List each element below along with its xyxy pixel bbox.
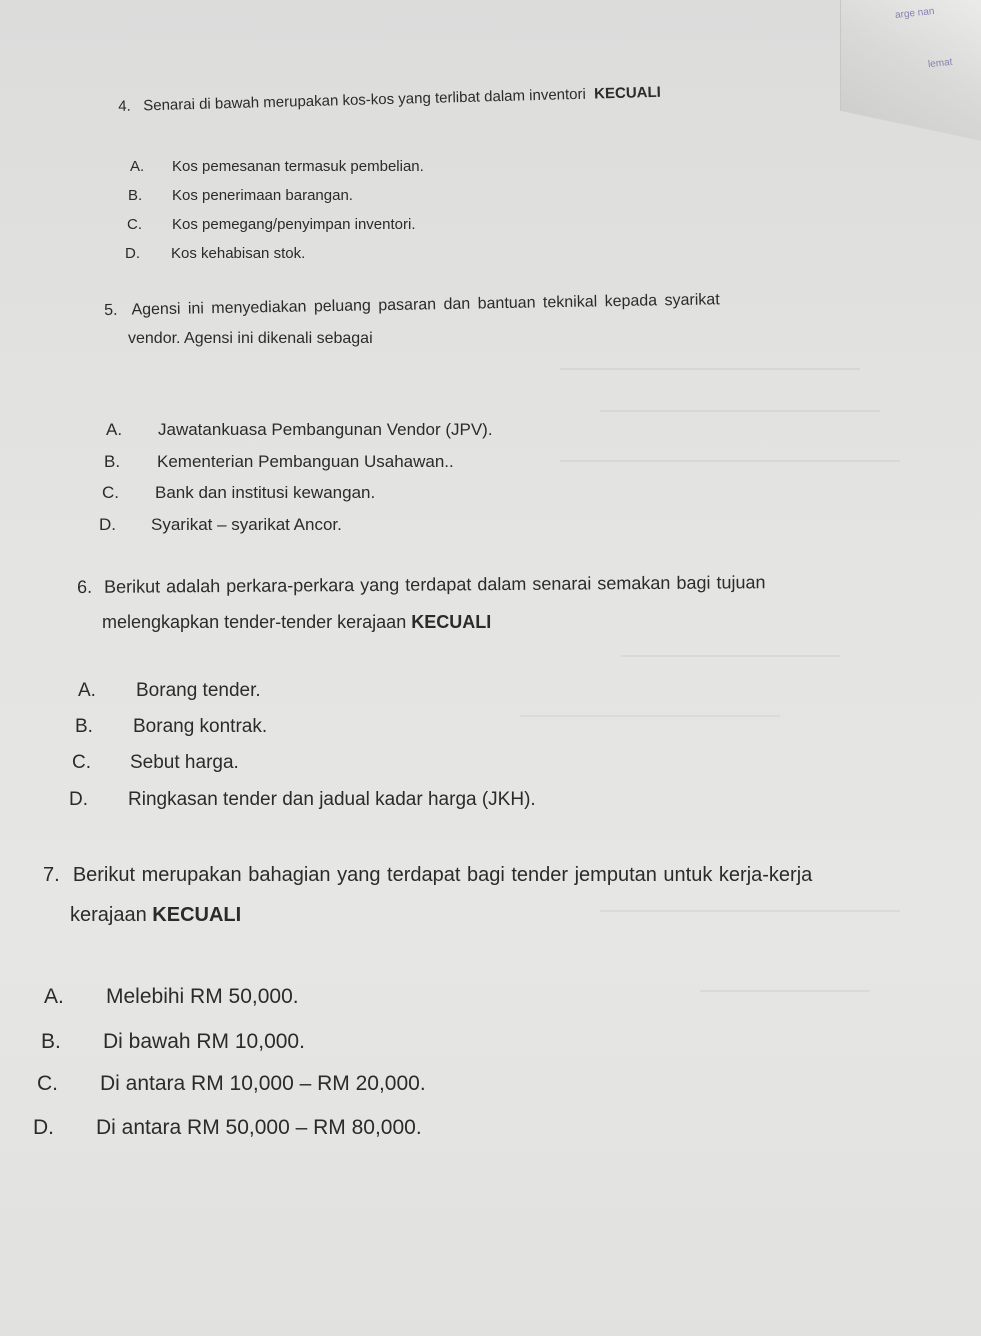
option-letter: D. <box>69 789 88 810</box>
show-through-line <box>520 715 780 717</box>
question-5-stem-line2 <box>128 330 373 348</box>
option-letter: A. <box>130 158 145 175</box>
option-text: Kos pemegang/penyimpan inventori. <box>172 216 416 233</box>
option-a <box>78 680 261 702</box>
question-emphasis: KECUALI <box>593 83 662 103</box>
option-b <box>75 716 267 738</box>
question-number: 6. <box>77 576 93 597</box>
question-7-stem-line2 <box>70 904 241 927</box>
option-letter: A. <box>106 420 123 439</box>
option-text: Di bawah RM 10,000. <box>103 1030 305 1053</box>
option-text: Borang tender. <box>136 680 261 701</box>
option-text: Ringkasan tender dan jadual kadar harga (JKH). <box>128 789 536 810</box>
option-text: Jawatankuasa Pembangunan Vendor (JPV). <box>158 420 493 439</box>
question-text: vendor. Agensi ini dikenali sebagai <box>128 330 373 347</box>
question-text: Agensi ini menyediakan peluang pasaran dan bantuan teknikal kepada syarikat <box>131 291 720 319</box>
option-a <box>130 158 424 175</box>
show-through-line <box>600 410 880 412</box>
option-letter: B. <box>41 1030 61 1053</box>
option-letter: B. <box>104 452 121 471</box>
option-b <box>128 187 353 204</box>
page-fold-corner <box>840 0 981 149</box>
option-letter: C. <box>102 483 119 502</box>
option-letter: C. <box>72 752 91 773</box>
question-4-stem <box>118 84 661 115</box>
margin-note-second: lemat <box>927 56 953 71</box>
show-through-line <box>560 460 900 462</box>
question-emphasis: KECUALI <box>411 612 492 632</box>
option-letter: D. <box>33 1116 54 1139</box>
question-5-stem-line1 <box>104 291 720 320</box>
option-a <box>44 985 299 1009</box>
show-through-line <box>560 368 860 370</box>
show-through-line <box>600 910 900 912</box>
option-text: Di antara RM 50,000 – RM 80,000. <box>96 1116 422 1139</box>
question-text: Berikut merupakan bahagian yang terdapat bagi tender jemputan untuk kerja-kerja <box>72 864 813 886</box>
option-text: Bank dan institusi kewangan. <box>155 483 376 502</box>
option-letter: C. <box>127 216 142 233</box>
question-text: Senarai di bawah merupakan kos-kos yang terlibat dalam inventori <box>143 85 587 115</box>
question-text: melengkapkan tender-tender kerajaan <box>102 612 407 632</box>
margin-note-top: arge nan <box>894 5 935 22</box>
option-c <box>102 483 375 503</box>
option-c <box>37 1072 426 1096</box>
option-letter: B. <box>75 716 93 737</box>
question-text: kerajaan <box>70 904 147 926</box>
question-number: 5. <box>104 301 118 319</box>
question-number: 7. <box>43 864 60 886</box>
question-text: Berikut adalah perkara-perkara yang terdapat dalam senarai semakan bagi tujuan <box>104 572 766 597</box>
option-letter: C. <box>37 1072 58 1095</box>
option-c <box>72 752 239 774</box>
option-text: Kos pemesanan termasuk pembelian. <box>172 158 424 175</box>
option-d <box>99 515 342 535</box>
option-text: Kementerian Pembanguan Usahawan.. <box>157 452 454 471</box>
question-6-stem-line1 <box>77 572 766 598</box>
option-text: Kos penerimaan barangan. <box>172 187 353 204</box>
option-text: Borang kontrak. <box>133 716 268 737</box>
option-a <box>106 420 493 440</box>
question-7-stem-line1 <box>43 864 812 887</box>
option-d <box>69 789 536 811</box>
option-c <box>127 216 416 233</box>
option-text: Di antara RM 10,000 – RM 20,000. <box>100 1072 426 1095</box>
option-text: Sebut harga. <box>130 752 239 773</box>
option-text: Syarikat – syarikat Ancor. <box>151 515 342 534</box>
option-letter: A. <box>78 680 96 701</box>
option-letter: A. <box>44 985 64 1008</box>
question-6-stem-line2 <box>102 612 491 633</box>
option-d <box>33 1116 422 1140</box>
option-text: Kos kehabisan stok. <box>171 245 306 262</box>
option-letter: B. <box>128 187 143 204</box>
option-letter: D. <box>125 245 140 262</box>
question-emphasis: KECUALI <box>152 904 242 926</box>
option-d <box>125 245 305 262</box>
option-b <box>104 452 454 472</box>
question-number: 4. <box>118 97 131 115</box>
show-through-line <box>620 655 840 657</box>
option-letter: D. <box>99 515 116 534</box>
option-b <box>41 1030 305 1054</box>
option-text: Melebihi RM 50,000. <box>106 985 299 1008</box>
show-through-line <box>700 990 870 992</box>
